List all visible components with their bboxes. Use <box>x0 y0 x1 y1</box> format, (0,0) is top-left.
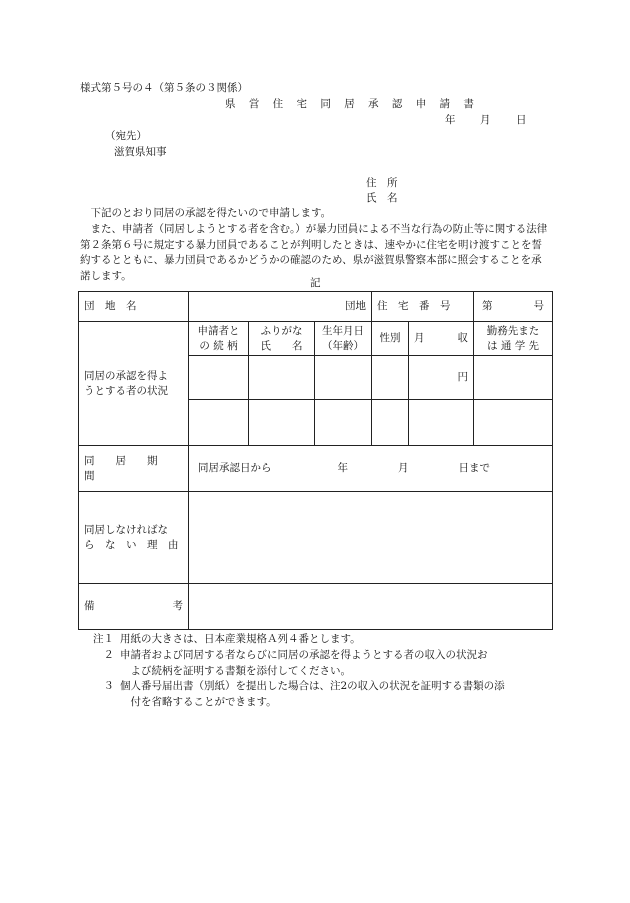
period-year: 年 <box>337 462 348 475</box>
note-3-line-1: 個人番号届出書（別紙）を提出した場合は、注2の収入の状況を証明する書類の添 <box>120 680 505 693</box>
body-text <box>80 206 552 285</box>
col-sex-header: 性別 <box>372 322 409 356</box>
body-paragraph-2: また、申請者（同居しようとする者を含む。）が暴力団員による不当な行為の防止等に関する法律第２条第６号に規定する暴力団員であることが判明したときは、速やかに住宅を明け渡すことを誓約するとともに、暴力団員であるかどうかの確認のため、県が滋賀県警察本部に照会することを承諾します。 <box>80 222 548 282</box>
addressee-label: （宛先） <box>105 130 147 142</box>
status-label-line-1: 同居の承認を得よ <box>84 370 168 383</box>
note-3-line-2: 付を省略することができます。 <box>130 696 277 708</box>
birth-field-2[interactable] <box>315 400 372 446</box>
sex-field-1[interactable] <box>372 356 409 400</box>
note-2-line-1: 申請者および同居する者ならびに同居の承認を得ようとする者の収入の状況お <box>120 648 488 661</box>
col-relation-header <box>189 322 249 356</box>
col-relation-line-1: 申請者と <box>197 325 240 338</box>
col-birth-header <box>315 322 372 356</box>
reason-label <box>79 492 189 584</box>
remarks-b: 考 <box>172 600 183 613</box>
col-relation-line-2: の 続 柄 <box>199 339 238 352</box>
period-row <box>79 446 553 492</box>
danchi-suffix: 団地 <box>345 300 367 313</box>
remarks-a: 備 <box>84 600 95 613</box>
relation-field-2[interactable] <box>189 400 249 446</box>
date-day-label: 日 <box>516 114 527 126</box>
period-until: 日まで <box>458 462 490 475</box>
period-month: 月 <box>398 462 409 475</box>
body-paragraph-1: 下記のとおり同居の承認を得たいので申請します。 <box>90 207 332 219</box>
jutaku-label: 住 宅 番 号 <box>372 292 474 322</box>
applicant-address-label: 住 所 <box>366 177 398 189</box>
addressee: 滋賀県知事 <box>114 146 167 158</box>
reason-field[interactable] <box>189 492 553 584</box>
jutaku-number-field[interactable] <box>474 292 553 322</box>
name-field-1[interactable] <box>249 356 315 400</box>
remarks-field[interactable] <box>189 584 553 630</box>
reason-label-line-2: ら な い 理 由 <box>84 538 179 551</box>
period-field[interactable] <box>189 446 553 492</box>
note-2-line-2: よび続柄を証明する書類を添付してください。 <box>130 664 351 677</box>
application-table <box>78 291 553 630</box>
remarks-row <box>79 584 553 630</box>
col-work-header <box>474 322 553 356</box>
number-prefix: 第 <box>482 300 493 313</box>
applicant-name-label: 氏 名 <box>366 192 398 204</box>
income-field-2[interactable] <box>409 400 474 446</box>
status-header-row <box>79 322 553 356</box>
period-from: 同居承認日から <box>198 462 272 475</box>
yen-unit: 円 <box>457 371 469 384</box>
note-3-text <box>120 679 552 711</box>
col-income-a: 月 <box>414 332 425 345</box>
danchi-row <box>79 292 553 322</box>
date-year-label: 年 <box>445 114 456 126</box>
work-field-1[interactable] <box>474 356 553 400</box>
col-kana-line-2: 氏 名 <box>260 339 303 352</box>
name-field-2[interactable] <box>249 400 315 446</box>
work-field-2[interactable] <box>474 400 553 446</box>
note-3-mark: ３ <box>103 680 114 693</box>
col-income-b: 収 <box>457 332 469 345</box>
notes <box>80 632 552 711</box>
note-1 <box>80 632 552 648</box>
col-work-line-1: 勤務先また <box>486 325 540 338</box>
danchi-field[interactable] <box>189 292 372 322</box>
date-month-label: 月 <box>480 114 491 126</box>
danchi-label: 団 地 名 <box>79 292 189 322</box>
note-3 <box>80 679 552 711</box>
birth-field-1[interactable] <box>315 356 372 400</box>
ki-heading: 記 <box>310 277 321 289</box>
number-suffix: 号 <box>533 300 545 313</box>
col-work-line-2: は 通 学 先 <box>487 339 540 352</box>
note-2-text <box>120 648 552 680</box>
col-birth-line-2: （年齢） <box>322 339 365 352</box>
period-label: 同 居 期 間 <box>79 446 189 492</box>
note-2 <box>80 648 552 680</box>
sex-field-2[interactable] <box>372 400 409 446</box>
note-1-text <box>120 632 552 648</box>
remarks-label <box>79 584 189 630</box>
note-1-mark: 注１ <box>93 633 114 645</box>
relation-field-1[interactable] <box>189 356 249 400</box>
col-birth-line-1: 生年月日 <box>322 325 365 338</box>
status-label-line-2: うとする者の状況 <box>84 384 168 397</box>
reason-row <box>79 492 553 584</box>
col-income-header <box>409 322 474 356</box>
col-kana-header <box>249 322 315 356</box>
form-number: 様式第５号の４（第５条の３関係） <box>80 82 248 94</box>
document-title: 県 営 住 宅 同 居 承 認 申 請 書 <box>225 98 479 110</box>
income-field-1[interactable] <box>409 356 474 400</box>
col-kana-line-1: ふりがな <box>260 325 303 338</box>
reason-label-line-1: 同居しなければな <box>84 524 168 537</box>
note-2-mark: ２ <box>103 648 114 661</box>
status-label <box>79 322 189 446</box>
note-1-line-1: 用紙の大きさは、日本産業規格Ａ列４番とします。 <box>120 633 361 645</box>
